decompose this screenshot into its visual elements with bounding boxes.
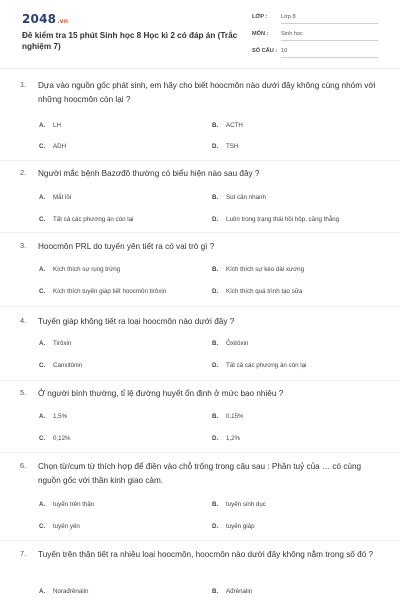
- option-a[interactable]: [39, 194, 71, 201]
- question-divider: [0, 306, 400, 307]
- meta-row-subject: [252, 28, 378, 45]
- option-letter: A.: [39, 266, 46, 273]
- option-b[interactable]: [212, 122, 243, 129]
- option-text: Norađrênalin: [53, 588, 89, 595]
- question-divider: [0, 452, 400, 453]
- option-d[interactable]: [212, 523, 255, 530]
- option-letter: D.: [212, 143, 219, 150]
- meta-row-class: [252, 11, 378, 28]
- question-divider: [0, 380, 400, 381]
- option-letter: D.: [212, 435, 219, 442]
- meta-label: MÔN :: [252, 31, 269, 37]
- option-text: Canxitônin: [53, 362, 83, 369]
- option-letter: C.: [39, 362, 46, 369]
- option-letter: A.: [39, 413, 46, 420]
- option-c[interactable]: [39, 523, 80, 530]
- header-divider: [0, 68, 400, 69]
- document-meta: [252, 11, 378, 62]
- option-text: TSH: [226, 143, 239, 150]
- option-letter: A.: [39, 588, 46, 595]
- option-text: Kích thích sự rụng trứng: [53, 266, 121, 273]
- question-text: Hoocmôn PRL do tuyến yên tiết ra có vai trò gì ?: [38, 242, 215, 251]
- question-number: 7.: [20, 549, 27, 558]
- question-number: 2.: [20, 168, 27, 177]
- option-text: 0,15%: [226, 413, 244, 420]
- option-text: Mắt lồi: [53, 194, 72, 201]
- meta-value: Lớp 8: [281, 14, 378, 24]
- question-text: Tuyến trên thận tiết ra nhiều loại hoocmôn, hoocmôn nào dưới đây không nằm trong số đó ?: [38, 550, 374, 559]
- option-b[interactable]: [212, 340, 248, 347]
- option-letter: A.: [39, 501, 46, 508]
- option-text: tuyến trên thận: [53, 501, 95, 508]
- option-letter: A.: [39, 122, 46, 129]
- question-text: Ở người bình thường, tỉ lệ đường huyết ổn định ở mức bao nhiêu ?: [38, 389, 284, 398]
- question-divider: [0, 232, 400, 233]
- option-c[interactable]: [39, 143, 66, 150]
- option-letter: B.: [212, 340, 219, 347]
- meta-label: SỐ CÂU :: [252, 48, 278, 54]
- option-a[interactable]: [39, 266, 120, 273]
- option-letter: B.: [212, 194, 219, 201]
- option-text: ACTH: [226, 122, 243, 129]
- option-d[interactable]: [212, 288, 302, 295]
- option-d[interactable]: [212, 362, 306, 369]
- question-text: Dựa vào nguồn gốc phát sinh, em hãy cho biết hoocmôn nào dưới đây không cùng nhóm với những hoocmôn còn lại ?: [38, 81, 376, 104]
- option-text: tuyến sinh dục: [226, 501, 266, 508]
- option-letter: A.: [39, 340, 46, 347]
- option-d[interactable]: [212, 435, 240, 442]
- option-letter: D.: [212, 362, 219, 369]
- option-text: LH: [53, 122, 61, 129]
- logo-suffix: .vn: [57, 18, 69, 25]
- question-number: 6.: [20, 461, 27, 470]
- option-text: Sút cân nhanh: [226, 194, 266, 201]
- option-text: 1,5%: [53, 413, 68, 420]
- option-d[interactable]: [212, 216, 339, 223]
- option-c[interactable]: [39, 362, 82, 369]
- meta-label: LỚP :: [252, 14, 268, 20]
- option-b[interactable]: [212, 194, 266, 201]
- meta-row-count: [252, 45, 378, 62]
- question-number: 1.: [20, 80, 27, 89]
- option-text: Ôxitôxin: [226, 340, 249, 347]
- option-letter: B.: [212, 501, 219, 508]
- option-letter: D.: [212, 288, 219, 295]
- option-letter: D.: [212, 216, 219, 223]
- option-text: 1,2%: [226, 435, 241, 442]
- option-text: Luôn trong trạng thái hồi hộp, căng thẳng: [226, 216, 340, 223]
- option-text: Kích thích quá trình tạo sữa: [226, 288, 303, 295]
- option-letter: C.: [39, 435, 46, 442]
- option-letter: C.: [39, 143, 46, 150]
- meta-value: 10: [281, 48, 378, 58]
- option-text: Kích thích tuyến giáp tiết hoocmôn tirôxin: [53, 288, 167, 295]
- option-c[interactable]: [39, 288, 166, 295]
- option-text: Tất cả các phương án còn lại: [53, 216, 134, 223]
- question-text: Chọn từ/cụm từ thích hợp để điền vào chỗ trống trong câu sau : Phần tuỷ của … có cùng nguồn gốc với thần kinh giao cảm.: [38, 462, 362, 485]
- option-letter: C.: [39, 523, 46, 530]
- document-title: Đề kiểm tra 15 phút Sinh học 8 Học kì 2 có đáp án (Trắc nghiệm 7): [22, 31, 238, 51]
- option-letter: B.: [212, 413, 219, 420]
- option-letter: C.: [39, 288, 46, 295]
- option-a[interactable]: [39, 413, 67, 420]
- option-b[interactable]: [212, 266, 304, 273]
- option-letter: B.: [212, 266, 219, 273]
- option-text: tuyến giáp: [226, 523, 255, 530]
- question-divider: [0, 540, 400, 541]
- option-b[interactable]: [212, 413, 244, 420]
- option-a[interactable]: [39, 588, 88, 595]
- meta-value: Sinh học: [281, 31, 378, 41]
- option-b[interactable]: [212, 501, 266, 508]
- option-c[interactable]: [39, 216, 133, 223]
- page-header: [0, 0, 400, 66]
- option-text: ADH: [53, 143, 67, 150]
- option-letter: B.: [212, 122, 219, 129]
- option-b[interactable]: [212, 588, 252, 595]
- question-number: 4.: [20, 316, 27, 325]
- option-text: Kích thích sự kéo dài xương: [226, 266, 305, 273]
- option-a[interactable]: [39, 340, 71, 347]
- option-d[interactable]: [212, 143, 238, 150]
- option-letter: B.: [212, 588, 219, 595]
- question-text: Người mắc bệnh Bazơđô thường có biểu hiện nào sau đây ?: [38, 169, 260, 178]
- option-letter: A.: [39, 194, 46, 201]
- logo-text: 2048: [22, 12, 57, 26]
- question-number: 3.: [20, 241, 27, 250]
- question-text: Tuyến giáp không tiết ra loại hoocmôn nào dưới đây ?: [38, 317, 235, 326]
- option-c[interactable]: [39, 435, 71, 442]
- option-a[interactable]: [39, 501, 94, 508]
- option-letter: C.: [39, 216, 46, 223]
- question-divider: [0, 160, 400, 161]
- option-a[interactable]: [39, 122, 61, 129]
- option-text: Ađrênalin: [226, 588, 253, 595]
- option-text: tuyến yên: [53, 523, 80, 530]
- option-text: Tirôxin: [53, 340, 72, 347]
- option-text: Tất cả các phương án còn lại: [226, 362, 307, 369]
- option-text: 0,12%: [53, 435, 71, 442]
- question-number: 5.: [20, 388, 27, 397]
- option-letter: D.: [212, 523, 219, 530]
- site-logo[interactable]: [22, 12, 68, 26]
